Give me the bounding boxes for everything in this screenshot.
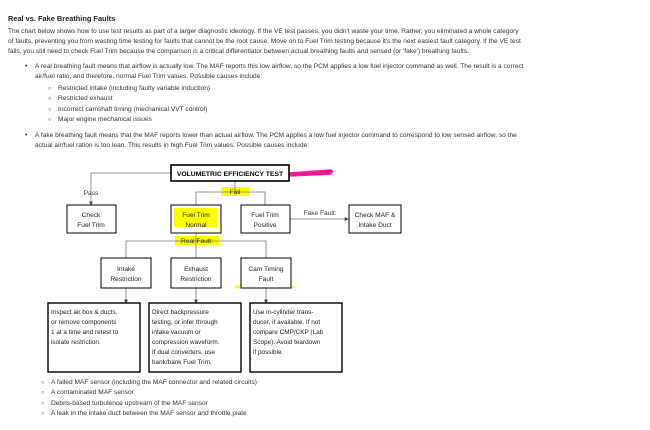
box-label: Fuel Trim — [251, 212, 279, 219]
detail-line: if possible. — [253, 349, 284, 356]
box-label: Positive — [253, 222, 277, 229]
detail-line: compare CMP/CKP (Lab — [253, 329, 324, 336]
box-label: Exhaust — [184, 266, 208, 273]
list-item: ○ Debris-based turbulence upstream of the MAF sensor — [40, 399, 600, 409]
detail-line: Inspect air box & ducts, — [51, 309, 118, 316]
list-item: ○ A failed MAF sensor (including the MAF connector and related circuits) — [40, 378, 600, 388]
list-item: ○ A contaminated MAF sensor — [40, 388, 600, 398]
cam-timing-fault-box — [241, 258, 291, 288]
list-item: ○ A leak in the intake duct between the MAF sensor and throttle plate — [40, 409, 600, 419]
intro-line: The chart below shows how to use test results as part of a larger diagnostic ideology. If the VE test passes, you didn't waste your time. Rather, you eliminated a whole category — [8, 28, 519, 35]
box-label: Restriction — [110, 276, 142, 283]
intro-line: fails, you still need to check Fuel Trim because the comparison is a critical differentiator between actual breathing faults and sensed (or 'fake') breathing faults. — [8, 48, 469, 56]
exhaust-restriction-box — [171, 258, 221, 288]
list-item: ○ Major engine mechanical issues — [47, 115, 607, 125]
ve-test-label: VOLUMETRIC EFFICIENCY TEST — [176, 171, 284, 178]
detail-line: bank/bank Fuel Trim. — [152, 359, 212, 366]
list-item: ○ Incorrect camshaft timing (mechanical VVT control) — [47, 105, 607, 115]
intake-restriction-box — [101, 258, 151, 288]
real-fault-label: Real Fault: — [181, 238, 213, 245]
detail-line: or remove components — [51, 319, 117, 326]
bullet-item: • A fake breathing fault means that the MAF reports lower than actual airflow. The PCM applies a low fuel injector command to correspond to low sensed airflow, so the actual air/fuel ration is too lean. This results in high Fuel Trim values. Possible causes include: — [22, 131, 642, 152]
fake-causes-list — [40, 378, 600, 419]
box-label: Intake Duct — [358, 222, 392, 229]
intro-line: of faults, preventing you from wasting time testing for faults that cannot be the root cause. Move on to Fuel Trim testing because it's the next easiest fault category. If the VE test — [8, 38, 521, 46]
fail-label: Fail — [229, 189, 241, 196]
detail-line: isolate restriction. — [51, 339, 101, 346]
detail-line: intake vacuum or — [152, 329, 201, 336]
detail-line: 1 at a time and retest to — [51, 329, 119, 336]
box-label: Check — [81, 212, 101, 219]
box-label: Intake — [117, 266, 135, 273]
detail-line: Direct backpressure — [152, 309, 209, 316]
bullet-item: • A real breathing fault means that airflow is actually low. The MAF reports this low airflow, so the PCM applies a low fuel injector command as well. The result is a correct air/fuel ratio, and therefore, normal Fuel Trim values. Possible causes include: — [22, 62, 642, 83]
detail-line: Use in-cylinder trans- — [253, 309, 314, 316]
pass-arrow — [91, 173, 171, 205]
detail-line: Scope). Avoid teardown — [253, 339, 321, 346]
list-item: ○ Restricted exhaust — [47, 94, 607, 104]
detail-line: If dual converters, use — [152, 349, 215, 356]
detail-line: ducer, if available. If not — [253, 319, 321, 326]
pink-highlight-mark — [289, 170, 332, 176]
detail-line: compression waveform. — [152, 339, 220, 346]
box-label: Normal — [185, 222, 207, 229]
box-label: Check MAF & — [354, 212, 396, 219]
pass-label: Pass — [83, 190, 99, 197]
box-label: Cam Timing — [248, 266, 284, 273]
detail-line: testing, or infer through — [152, 319, 218, 326]
box-label: Restriction — [180, 276, 212, 283]
box-label: Fuel Trim — [77, 222, 105, 229]
list-item: ○ Restricted intake (including faulty variable induction) — [47, 84, 607, 94]
box-label: Fault — [258, 276, 274, 283]
fake-fault-label: Fake Fault: — [303, 210, 337, 217]
box-label: Fuel Trim — [182, 212, 210, 219]
section-heading: Real vs. Fake Breathing Faults — [8, 14, 116, 23]
